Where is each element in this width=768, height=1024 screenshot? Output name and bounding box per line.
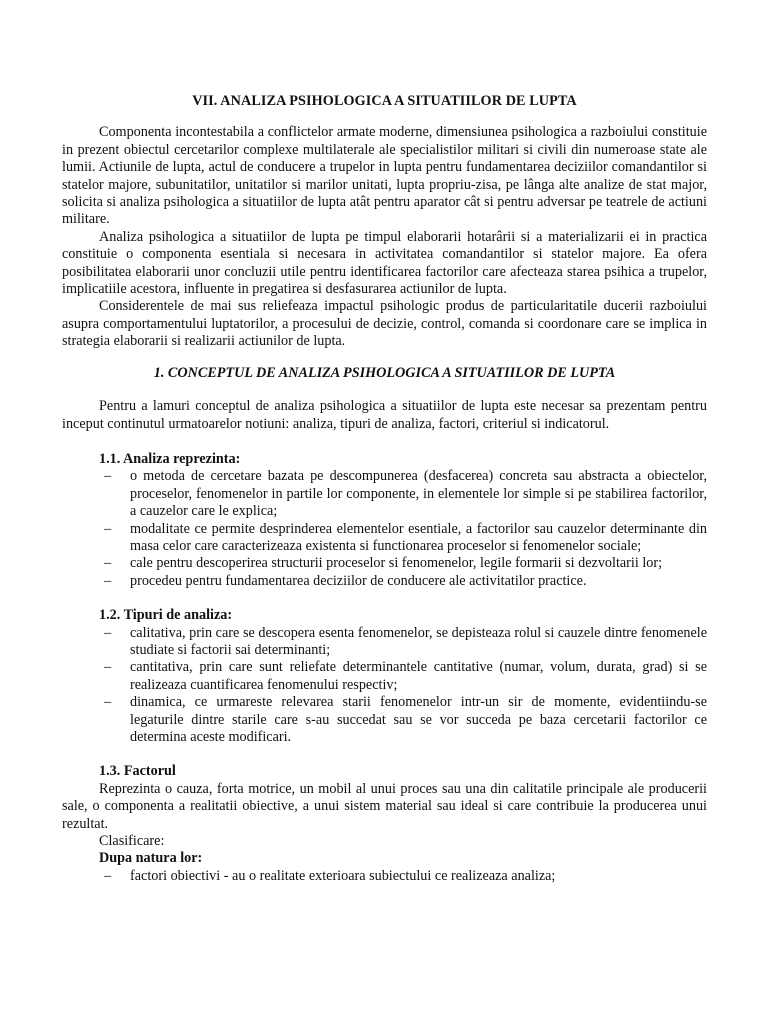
- list-item: [62, 625, 707, 660]
- list-item-text: calitativa, prin care se descopera esenta fenomenelor, se depisteaza rolul si cauzele dintre fenomenele studiate si factorii sai determinanti;: [130, 624, 707, 658]
- page-title: VII. ANALIZA PSIHOLOGICA A SITUATIILOR DE LUPTA: [192, 93, 577, 109]
- intro-paragraph: Considerentele de mai sus reliefeaza impactul psihologic produs de particularitatile ducerii razboiului asupra comportamentului luptatorilor, a procesului de decizie, control, comanda si coordonare care se implica in strategia elaborarii si realizarii actiunilor de lupta.: [62, 298, 707, 350]
- list-item-text: cale pentru descoperirea structurii proceselor si fenomenelor, legile formarii si dezvoltarii lor;: [130, 555, 663, 572]
- classification-label: Clasificare:: [99, 833, 165, 850]
- dash-bullet: –: [104, 659, 112, 676]
- list-item-text: cantitativa, prin care sunt reliefate determinantele cantitative (numar, volum, durata, grad) si se realizeaza cuantificarea fenomenului respectiv;: [130, 659, 707, 693]
- dash-bullet: –: [104, 520, 112, 537]
- list-item-text: modalitate ce permite desprinderea elementelor esentiale, a factorilor sau cauzelor determinante din masa celor care caracterizeaza existenta si functionarea proceselor si fenomenelor sociale;: [130, 520, 707, 554]
- list-item: [62, 521, 707, 556]
- list-item-text: dinamica, ce urmareste relevarea starii fenomenelor intr-un sir de momente, evidentiindu-se legaturile dintre starile care s-au succedat sau se vor succeda pe baza cercetarii factorilor ce determina aceste modificari.: [130, 694, 707, 745]
- dash-bullet: –: [104, 572, 112, 589]
- document-content: [62, 93, 707, 885]
- dash-bullet: –: [104, 867, 112, 884]
- list-item: [62, 659, 707, 694]
- factor-types-list: [62, 868, 707, 885]
- section-heading-1-1: 1.1. Analiza reprezinta:: [99, 450, 241, 467]
- list-item: [62, 555, 707, 572]
- chapter-title: 1. CONCEPTUL DE ANALIZA PSIHOLOGICA A SITUATIILOR DE LUPTA: [153, 364, 616, 381]
- dash-bullet: –: [104, 555, 112, 572]
- section-heading-1-2: 1.2. Tipuri de analiza:: [99, 607, 233, 624]
- list-item: [62, 694, 707, 746]
- list-item-text: factori obiectivi - au o realitate exterioara subiectului ce realizeaza analiza;: [130, 867, 556, 884]
- analysis-definition-list: [62, 468, 707, 590]
- list-item: [62, 468, 707, 520]
- list-item: [62, 868, 707, 885]
- dash-bullet: –: [104, 694, 112, 711]
- list-item-text: procedeu pentru fundamentarea deciziilor de conducere ale activitatilor practice.: [130, 572, 587, 589]
- list-item: [62, 573, 707, 590]
- intro-paragraph: Componenta incontestabila a conflictelor armate moderne, dimensiunea psihologica a razboiului constituie in prezent obiectul cercetarilor complexe multilaterale ale specialistilor militari si civili din numeroase state ale lumii. Actiunile de lupta, actul de conducere a trupelor in lupta pentru fundamentarea deciziilor comandantilor si statelor majore, subunitatilor, unitatilor si marilor unitati, lupta propriu-zisa, pe lânga alte analize de stat major, solicita si analiza psihologica a situatiilor de lupta atât pentru aparator cât si pentru adversar pe teatrele de actiuni militare.: [62, 124, 707, 228]
- dash-bullet: –: [104, 468, 112, 485]
- by-nature-label: Dupa natura lor:: [99, 850, 203, 867]
- chapter-intro-paragraph: Pentru a lamuri conceptul de analiza psihologica a situatiilor de lupta este necesar sa prezentam pentru inceput continutul urmatoarelor notiuni: analiza, tipuri de analiza, factori, criteriul si indicatorul.: [62, 398, 707, 432]
- factor-definition-paragraph: Reprezinta o cauza, forta motrice, un mobil al unui proces sau una din calitatile principale ale producerii sale, o componenta a realitatii obiective, a unui sistem material sau ideal si care contribuie la producerea unui rezultat.: [62, 780, 707, 832]
- intro-paragraph: Analiza psihologica a situatiilor de lupta pe timpul elaborarii hotarârii si a materializarii ei in practica constituie o componenta esentiala si necesara in activitatea comandantilor si statelor majore. Ea ofera posibilitatea elaborarii unor concluzii utile pentru identificarea factorilor care afecteaza starea psihica a trupelor, implicatiile acestora, influente in pregatirea si desfasurarea actiunilor de lupta.: [62, 228, 707, 298]
- analysis-types-list: [62, 625, 707, 747]
- list-item-text: o metoda de cercetare bazata pe descompunerea (desfacerea) concreta sau abstracta a obiectelor, proceselor, fenomenelor in partile lor componente, in elementele lor simple si pe stabilirea factorilor, a cauzelor care le explica;: [130, 468, 707, 520]
- dash-bullet: –: [104, 624, 112, 641]
- section-heading-1-3: 1.3. Factorul: [99, 763, 176, 780]
